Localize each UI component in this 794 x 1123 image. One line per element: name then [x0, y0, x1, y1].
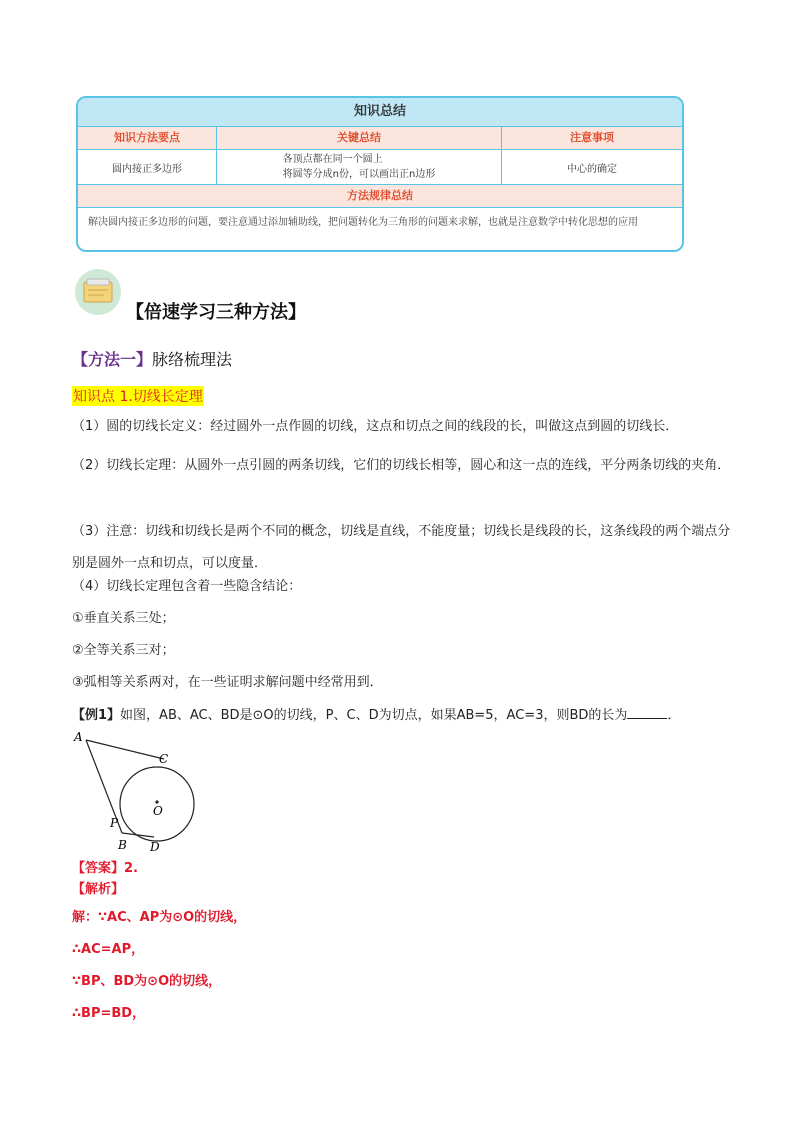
paragraph-4: （4）切线长定理包含着一些隐含结论： — [72, 579, 302, 594]
summary-title: 知识总结 — [78, 98, 682, 126]
header-key-summary: 关键总结 — [217, 127, 502, 149]
example-end: ． — [667, 708, 681, 723]
knowledge-point-label: 知识点 1.切线长定理 — [72, 386, 204, 406]
key-summary-line-2: 将圆等分成n份，可以画出正n边形 — [282, 169, 436, 180]
method-one-name: 脉络梳理法 — [152, 350, 233, 369]
label-o: O — [153, 804, 163, 818]
method-summary-title: 方法规律总结 — [78, 184, 682, 207]
solution-line-2: ∴AC=AP， — [72, 942, 145, 957]
method-one-bracket: 【方法一】 — [72, 350, 153, 369]
answer: 【答案】2. — [72, 861, 138, 876]
header-knowledge-point: 知识方法要点 — [78, 127, 217, 149]
example-1 — [72, 704, 680, 723]
solution-line-4: ∴BP=BD， — [72, 1006, 146, 1021]
tangent-circle-figure — [68, 725, 208, 857]
label-a: A — [74, 730, 83, 744]
paragraph-3: （3）注意：切线和切线长是两个不同的概念，切线是直线，不能度量；切线长是线段的长，这条线段的两个端点分别是圆外一点和切点，可以度量． — [72, 524, 731, 571]
answer-blank — [627, 706, 667, 719]
method-summary-text: 解决圆内接正多边形的问题，要注意通过添加辅助线，把问题转化为三角形的问题来求解，也就是注意数学中转化思想的应用 — [78, 207, 682, 237]
notebook-icon — [74, 268, 122, 316]
label-d: D — [150, 840, 160, 854]
cell-knowledge-point: 圆内接正多边形 — [78, 150, 217, 184]
key-summary-line-1: 各顶点都在同一个圆上 — [282, 154, 383, 165]
paragraph-7: ③弧相等关系两对，在一些证明求解问题中经常用到． — [72, 675, 383, 690]
example-text: 如图，AB、AC、BD是⊙O的切线，P、C、D为切点，如果AB=5，AC=3，则BD的长为 — [120, 708, 628, 723]
cell-key-summary — [217, 150, 502, 184]
solution-line-3: ∵BP、BD为⊙O的切线， — [72, 974, 222, 989]
paragraph-6: ②全等关系三对； — [72, 643, 175, 658]
paragraph-5: ①垂直关系三处； — [72, 611, 175, 626]
summary-header-row — [78, 126, 682, 149]
paragraph-1: （1）圆的切线长定义：经过圆外一点作圆的切线，这点和切点之间的线段的长，叫做这点到圆的切线长． — [72, 419, 679, 434]
analysis-label: 【解析】 — [72, 882, 125, 897]
label-c: C — [159, 752, 169, 766]
label-p: P — [110, 816, 119, 830]
example-label: 【例1】 — [72, 708, 121, 723]
banner-title: 【倍速学习三种方法】 — [126, 302, 306, 323]
solution-line-1: 解：∵AC、AP为⊙O的切线， — [72, 910, 247, 925]
tangent-line-ac — [86, 740, 164, 759]
method-one-heading — [72, 347, 232, 370]
summary-data-row — [78, 149, 682, 184]
label-b: B — [118, 838, 127, 852]
header-notes: 注意事项 — [570, 131, 614, 144]
cell-notes: 中心的确定 — [567, 163, 617, 175]
paragraph-2: （2）切线长定理：从圆外一点引圆的两条切线，它们的切线长相等，圆心和这一点的连线，平分两条切线的夹角． — [72, 458, 731, 473]
knowledge-summary-table — [76, 96, 684, 252]
